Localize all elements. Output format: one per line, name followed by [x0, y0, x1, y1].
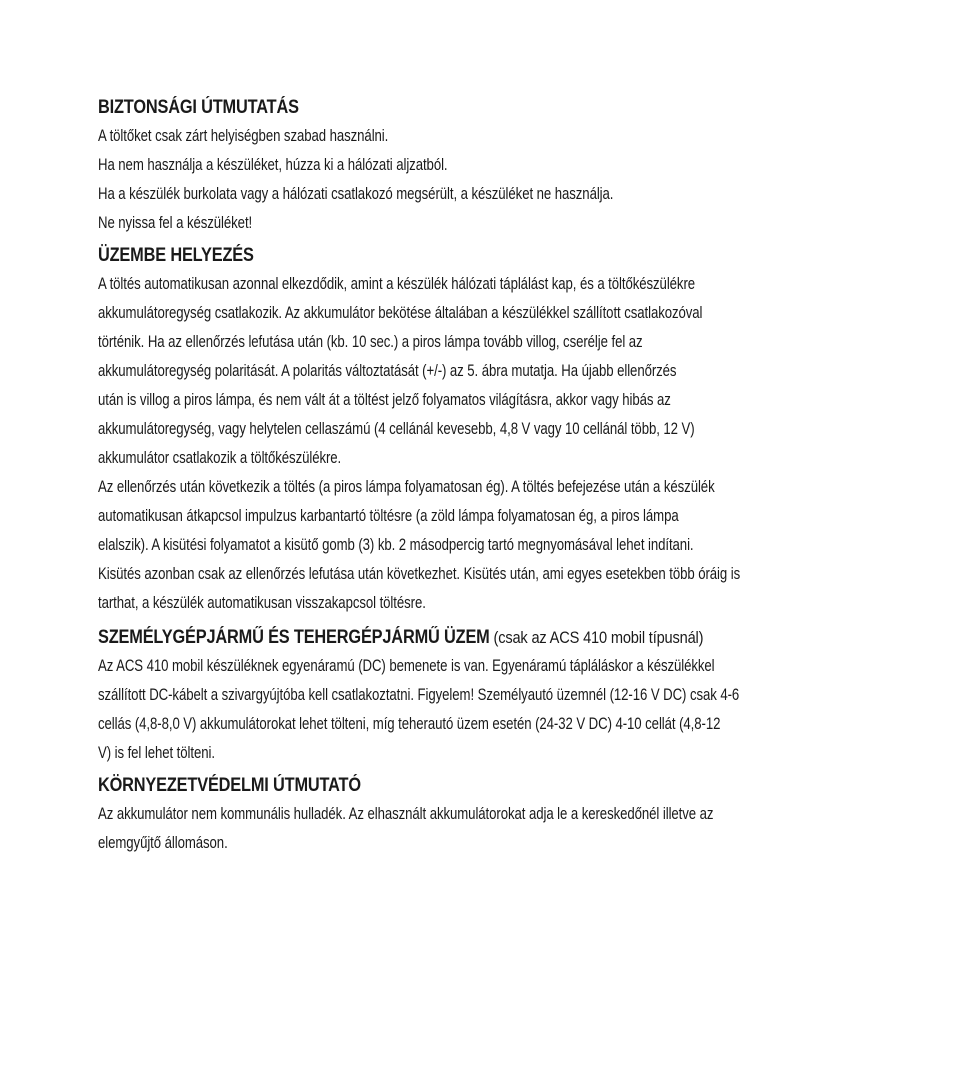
paragraph-line: akkumulátor csatlakozik a töltőkészülékre.	[98, 449, 342, 467]
paragraph-line: Ha nem használja a készüléket, húzza ki a hálózati aljzatból.	[98, 156, 448, 174]
paragraph-line: Ha a készülék burkolata vagy a hálózati csatlakozó megsérült, a készüléket ne használja.	[98, 185, 614, 203]
section-vehicle-operation	[98, 624, 842, 768]
paragraph-line: Ne nyissa fel a készüléket!	[98, 214, 253, 232]
heading-note: (csak az ACS 410 mobil típusnál)	[489, 628, 704, 647]
paragraph-line: akkumulátoregység, vagy helytelen cellaszámú (4 cellánál kevesebb, 4,8 V vagy 10 cellánál több, 12 V)	[98, 420, 695, 438]
section-safety	[98, 94, 842, 238]
paragraph-line: Az akkumulátor nem kommunális hulladék. Az elhasznált akkumulátorokat adja le a kereskedőnél illetve az	[98, 805, 714, 823]
paragraph-line: Az ellenőrzés után következik a töltés (a piros lámpa folyamatosan ég). A töltés befejezése után a készülék	[98, 478, 715, 496]
paragraph-line: elemgyűjtő állomáson.	[98, 834, 228, 852]
section-environment	[98, 772, 842, 858]
paragraph-line: történik. Ha az ellenőrzés lefutása után (kb. 10 sec.) a piros lámpa tovább villog, cserélje fel az	[98, 333, 643, 351]
paragraph-line: V) is fel lehet tölteni.	[98, 744, 215, 762]
section-heading-safety: BIZTONSÁGI ÚTMUTATÁS	[98, 97, 299, 118]
section-heading-setup: ÜZEMBE HELYEZÉS	[98, 245, 254, 266]
paragraph-line: A töltés automatikusan azonnal elkezdődik, amint a készülék hálózati táplálást kap, és a töltőkészülékre	[98, 275, 696, 293]
paragraph-line: akkumulátoregység polaritását. A polaritás változtatását (+/-) az 5. ábra mutatja. Ha újabb ellenőrzés	[98, 362, 677, 380]
document-page	[98, 94, 842, 858]
heading-main-text: SZEMÉLYGÉPJÁRMŰ ÉS TEHERGÉPJÁRMŰ ÜZEM	[98, 627, 490, 648]
paragraph-line: szállított DC-kábelt a szivargyújtóba kell csatlakoztatni. Figyelem! Személyautó üzemnél (12-16 V DC) csak 4-6	[98, 686, 740, 704]
paragraph-line: tarthat, a készülék automatikusan visszakapcsol töltésre.	[98, 594, 426, 612]
paragraph-line: A töltőket csak zárt helyiségben szabad használni.	[98, 127, 389, 145]
paragraph-line: Az ACS 410 mobil készüléknek egyenáramú (DC) bemenete is van. Egyenáramú tápláláskor a készülékkel	[98, 657, 715, 675]
paragraph-line: automatikusan átkapcsol impulzus karbantartó töltésre (a zöld lámpa folyamatosan ég, a piros lámpa	[98, 507, 679, 525]
section-setup	[98, 242, 842, 618]
paragraph-line: után is villog a piros lámpa, és nem vált át a töltést jelző folyamatos világításra, akkor vagy hibás az	[98, 391, 671, 409]
paragraph-line: elalszik). A kisütési folyamatot a kisütő gomb (3) kb. 2 másodpercig tartó megnyomásával lehet indítani.	[98, 536, 694, 554]
section-heading-environment: KÖRNYEZETVÉDELMI ÚTMUTATÓ	[98, 775, 361, 796]
section-heading-vehicle	[98, 624, 738, 652]
paragraph-line: akkumulátoregység csatlakozik. Az akkumulátor bekötése általában a készülékkel szállított csatlakozóval	[98, 304, 703, 322]
paragraph-line: cellás (4,8-8,0 V) akkumulátorokat lehet tölteni, míg teherautó üzem esetén (24-32 V DC) 4-10 cellát (4,8-12	[98, 715, 721, 733]
paragraph-line: Kisütés azonban csak az ellenőrzés lefutása után következhet. Kisütés után, ami egyes esetekben több óráig is	[98, 565, 741, 583]
